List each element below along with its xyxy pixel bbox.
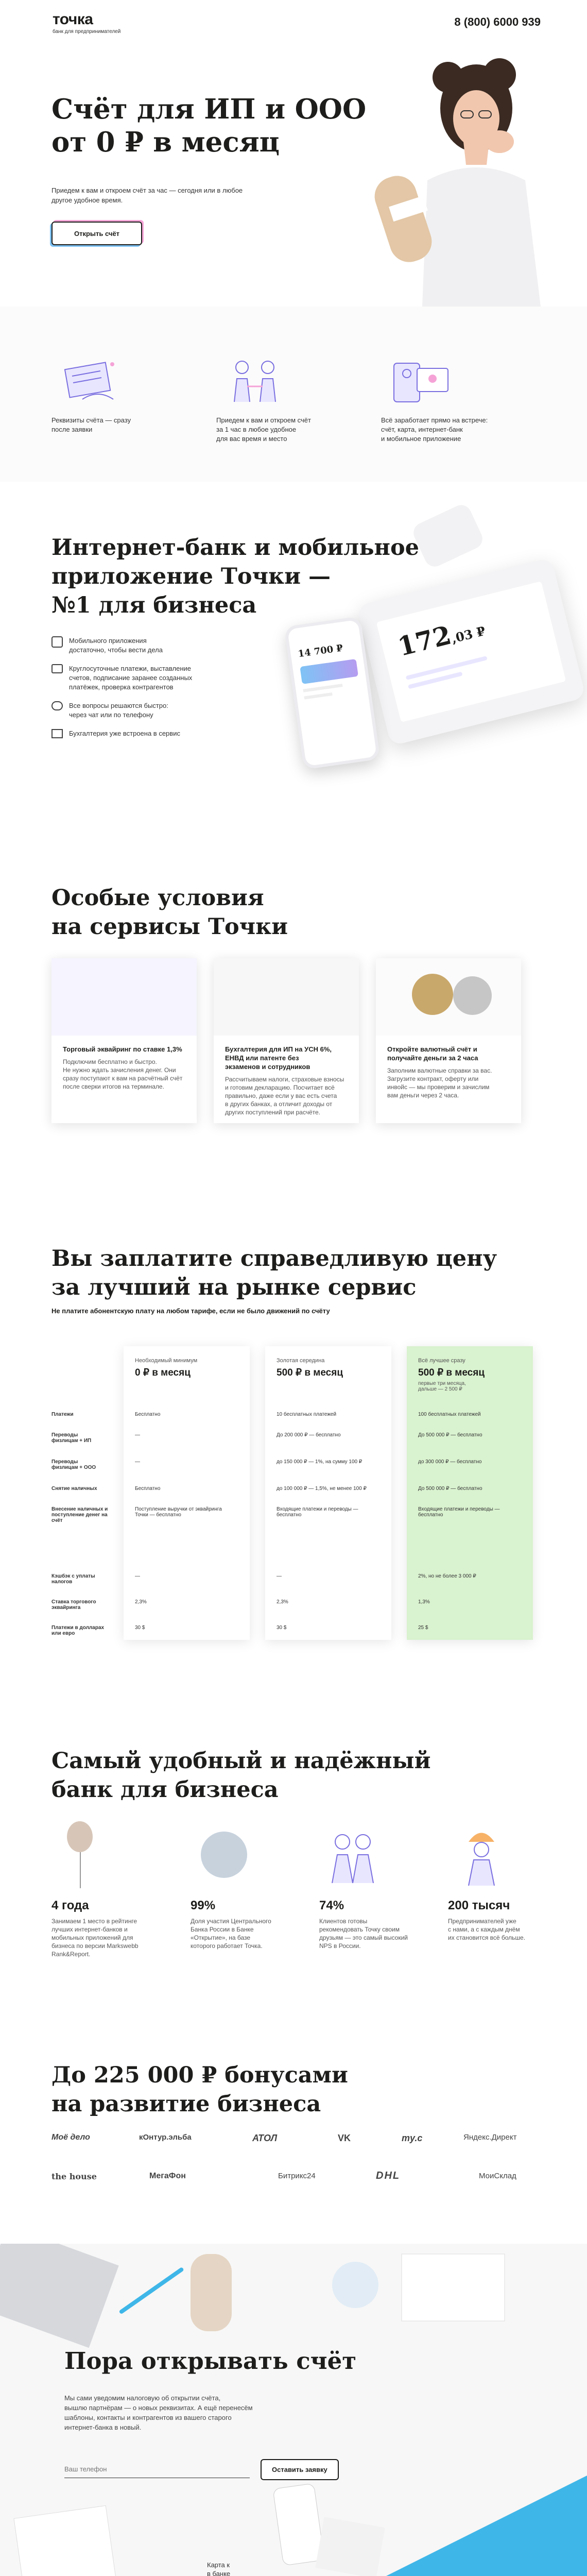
cell-value: до 300 000 ₽ — бесплатно	[418, 1459, 482, 1465]
stat-text: Доля участия Центрального	[191, 1918, 271, 1925]
feature-1-line2: после заявки	[51, 426, 93, 433]
hero-open-account-button[interactable]	[51, 222, 142, 245]
stat-text: Занимаем 1 место в рейтинге	[51, 1918, 137, 1925]
feature-item	[381, 353, 536, 444]
cell-value: 2,3%	[277, 1599, 288, 1605]
service-card-text: Не нужно ждать зачисления денег. Они	[63, 1066, 176, 1074]
feature-3-line2: счёт, карта, интернет-банк	[381, 426, 463, 433]
cell-value: до 100 000 ₽ — 1,5%, не менее 100 ₽	[277, 1486, 367, 1492]
cell-value: Поступление выручки от эквайринга Точки — бесплатно	[135, 1506, 222, 1518]
cell-value: 100 бесплатных платежей	[418, 1412, 481, 1417]
hero-title-line1: Счёт для ИП и ООО	[51, 93, 367, 125]
service-card-text: других поступлений при расчёте.	[225, 1109, 321, 1116]
service-card-text: сразу поступают к вам на расчётный счёт	[63, 1075, 183, 1082]
header-phone[interactable]: 8 (800) 6000 939	[454, 15, 541, 28]
cell-value: 30 $	[277, 1625, 287, 1631]
apply-text-line2: вышлю партнёрам — о новых реквизитах. А ещё перенесём	[64, 2404, 253, 2412]
app-item-3-line2: через чат или по телефону	[69, 711, 153, 719]
app-item-3-line1: Все вопросы решаются быстро:	[69, 702, 168, 709]
hero-title	[51, 93, 366, 159]
vault-illustration	[191, 1821, 257, 1893]
table-row	[51, 1486, 533, 1506]
worker-icon	[448, 1821, 515, 1893]
tariff-header-minimum[interactable]	[135, 1358, 243, 1379]
tariff-note: первые три месяца,	[418, 1381, 466, 1386]
cell-value: Входящие платежи и переводы — бесплатно	[277, 1506, 358, 1518]
stat-item	[448, 1821, 561, 1942]
service-card-text: правильно, даже если у вас есть счета	[225, 1092, 337, 1099]
tariff-note: дальше — 2 500 ₽	[418, 1386, 462, 1392]
table-row	[51, 1459, 533, 1486]
app-title-line2: приложение Точки —	[51, 564, 331, 589]
app-item-1-line2: достаточно, чтобы вести дела	[69, 646, 163, 654]
hero-subtitle-line2: другое удобное время.	[51, 196, 123, 204]
phone-balance: 14 700 ₽	[297, 642, 344, 660]
mobile-icon	[51, 636, 63, 648]
services-title-line1: Особые условия	[51, 885, 264, 911]
service-card-text: Загрузите контракт, оферту или	[387, 1075, 479, 1082]
coin-icon	[412, 974, 453, 1015]
app-features-list	[51, 636, 237, 738]
stat-value: 99%	[191, 1899, 216, 1912]
partner-logo: Моё дело	[51, 2133, 90, 2142]
tariffs-table	[51, 1412, 533, 1651]
cell-value: —	[135, 1432, 140, 1438]
partner-logo: the house	[51, 2172, 97, 2181]
accounting-icon	[51, 729, 63, 738]
list-item	[51, 636, 237, 655]
apply-section	[0, 2244, 587, 2576]
service-card-accounting[interactable]	[214, 958, 359, 1123]
devices-mockup	[294, 513, 582, 791]
cell-value: Бесплатно	[135, 1412, 161, 1417]
submit-application-button[interactable]: Оставить заявку	[261, 2459, 339, 2480]
stat-text: их становится всё больше.	[448, 1934, 526, 1941]
service-card-text: вам деньги через 2 часа.	[387, 1092, 459, 1099]
feature-3-line3: и мобильное приложение	[381, 435, 461, 443]
meeting-icon	[216, 353, 294, 410]
logo-text: точка	[53, 11, 93, 28]
service-card-currency[interactable]	[376, 958, 521, 1123]
tariff-header-best[interactable]	[418, 1358, 526, 1392]
cell-value: —	[135, 1459, 140, 1465]
cell-value: До 500 000 ₽ — бесплатно	[418, 1486, 482, 1492]
partner-logo: Яндекс.Директ	[463, 2133, 517, 2142]
balloons-illustration	[51, 1821, 118, 1893]
reliable-title	[51, 1747, 431, 1804]
partner-logo: Битрикс24	[278, 2172, 316, 2180]
partner-logo: VK	[338, 2133, 351, 2143]
bonuses-title-line2: на развитие бизнеса	[51, 2091, 321, 2117]
cell-value: 2,3%	[135, 1599, 147, 1605]
apply-text-line4: интернет-банка в новый.	[64, 2424, 142, 2431]
service-card-text: Подключим бесплатно и быстро.	[63, 1058, 157, 1065]
logo[interactable]	[53, 11, 120, 35]
service-card-title: экзаменов и сотрудников	[225, 1063, 310, 1071]
row-label: Снятие наличных	[51, 1486, 97, 1492]
service-card-title: Откройте валютный счёт и	[387, 1045, 477, 1053]
bonuses-title	[51, 2061, 348, 2119]
service-card-acquiring[interactable]	[51, 958, 197, 1123]
tariff-header-gold[interactable]	[277, 1358, 385, 1379]
stat-text: бизнеса по версии Markswebb	[51, 1942, 139, 1950]
feature-item	[216, 353, 350, 444]
cell-value: 10 бесплатных платежей	[277, 1412, 337, 1417]
service-card-text: инвойс — мы проверим и зачислим	[387, 1083, 490, 1091]
service-card-text: и готовим декларацию. Посчитает всё	[225, 1084, 335, 1091]
tariff-price: 0 ₽ в месяц	[135, 1367, 191, 1378]
feature-2-line3: для вас время и место	[216, 435, 287, 443]
service-card-title: Бухгалтерия для ИП на УСН 6%, ЕНВД или патенте без	[225, 1045, 332, 1062]
documents-icon	[51, 353, 129, 410]
service-card-text: после сверки итогов на терминале.	[63, 1083, 164, 1090]
stat-item	[51, 1821, 165, 1958]
list-item	[51, 664, 237, 692]
cell-value: Входящие платежи и переводы — бесплатно	[418, 1506, 500, 1518]
app-item-2-line3: платёжек, проверка контрагентов	[69, 683, 174, 691]
row-label: Платежи в долларах или евро	[51, 1625, 105, 1636]
chat-icon	[51, 701, 63, 710]
service-card-title: Торговый эквайринг по ставке 1,3%	[63, 1045, 182, 1053]
cell-value: Бесплатно	[135, 1486, 161, 1492]
partner-logo: my.c	[402, 2133, 423, 2143]
hero-section	[0, 46, 587, 307]
bonuses-section	[0, 2017, 587, 2244]
bonuses-title-line1: До 225 000 ₽ бонусами	[51, 2062, 348, 2088]
app-item-4-line1: Бухгалтерия уже встроена в сервис	[69, 730, 180, 737]
hero-subtitle-line1: Приедем к вам и откроем счёт за час — сегодня или в любое	[51, 187, 243, 194]
tablet-mockup	[356, 557, 586, 746]
tariff-price: 500 ₽ в месяц	[277, 1367, 343, 1378]
stat-text: Банка России в Банке	[191, 1926, 254, 1933]
app-title-line3: №1 для бизнеса	[51, 592, 257, 618]
app-title-line1: Интернет-банк и мобильное	[51, 535, 420, 561]
stat-text: с нами, а с каждым днём	[448, 1926, 520, 1933]
services-title	[51, 884, 288, 941]
cell-value: До 200 000 ₽ — бесплатно	[277, 1432, 341, 1438]
service-card-text: в других банках, а отличит доходы от	[225, 1100, 333, 1108]
feature-2-line1: Приедем к вам и откроем счёт	[216, 416, 311, 424]
devices-icon	[381, 353, 458, 410]
cell-value: до 150 000 ₽ — 1%, на сумму 100 ₽	[277, 1459, 362, 1465]
row-label: Переводы физлицам + ООО	[51, 1459, 96, 1470]
row-label: Платежи	[51, 1412, 74, 1417]
app-item-2-line2: счетов, подписание заранее созданных	[69, 674, 193, 682]
feature-2-line2: за 1 час в любое удобное	[216, 426, 297, 433]
stat-text: друзьям — это самый высокий	[319, 1934, 408, 1941]
tariffs-subtitle: Не платите абонентскую плату на любом тарифе, если не было движений по счёту	[51, 1307, 330, 1315]
cell-value: 1,3%	[418, 1599, 430, 1605]
cell-value: До 500 000 ₽ — бесплатно	[418, 1432, 482, 1438]
stat-text: Rank&Report.	[51, 1951, 91, 1958]
apply-title: Пора открывать счёт	[64, 2347, 357, 2375]
tariffs-title-line2: за лучший на рынке сервис	[51, 1275, 417, 1300]
phone-input[interactable]	[64, 2460, 250, 2478]
stat-value: 74%	[319, 1899, 344, 1912]
stat-text: мобильных приложений для	[51, 1934, 133, 1941]
smartwatch	[410, 502, 486, 570]
logo-tagline: банк для предпринимателей	[53, 29, 121, 35]
cell-value: —	[277, 1573, 282, 1579]
acquiring-illustration	[51, 958, 197, 1036]
tariff-label: Необходимый минимум	[135, 1358, 198, 1364]
card-label-line2: в банке	[207, 2570, 231, 2576]
reliable-section	[0, 1723, 587, 2017]
row-label: Переводы физлицам + ИП	[51, 1432, 92, 1444]
stat-text: Клиентов готовы	[319, 1918, 368, 1925]
app-section	[0, 482, 587, 811]
accounting-illustration	[214, 958, 359, 1036]
payments-icon	[51, 664, 63, 673]
cell-value: 2%, но не более 3 000 ₽	[418, 1573, 476, 1579]
row-label: Внесение наличных и поступление денег на счёт	[51, 1506, 108, 1523]
cell-value: 30 $	[135, 1625, 145, 1631]
stat-item	[191, 1821, 304, 1950]
header	[0, 0, 587, 46]
app-item-1-line1: Мобильного приложения	[69, 637, 147, 645]
card-label	[207, 2561, 230, 2576]
service-card-text: Рассчитываем налоги, страховые взносы	[225, 1076, 344, 1083]
tariffs-section	[0, 1208, 587, 1723]
stat-item	[319, 1821, 433, 1950]
partner-logo: кОнтур.эльба	[139, 2133, 192, 2142]
features-section	[0, 307, 587, 482]
table-row	[51, 1432, 533, 1459]
tablet-balance: 172	[394, 619, 455, 663]
feature-1-line1: Реквизиты счёта — сразу	[51, 416, 131, 424]
reliable-title-line1: Самый удобный и надёжный	[51, 1748, 431, 1774]
partner-logo: МегаФон	[149, 2172, 186, 2180]
list-item	[51, 729, 237, 738]
hero-photo	[350, 46, 587, 307]
feature-item	[51, 353, 185, 434]
tariff-label: Золотая середина	[277, 1358, 325, 1364]
stat-value: 200 тысяч	[448, 1899, 510, 1912]
apply-text-line3: шаблоны, контакты и контрагентов из вашего старого	[64, 2414, 232, 2421]
table-row	[51, 1412, 533, 1432]
hero-title-line2: от 0 ₽ в месяц	[51, 126, 280, 158]
people-icon	[319, 1821, 386, 1893]
row-label: Кэшбэк с уплаты налогов	[51, 1573, 95, 1585]
stat-value: 4 года	[51, 1899, 89, 1912]
services-section	[0, 811, 587, 1208]
apply-text-line1: Мы сами уведомим налоговую об открытии счёта,	[64, 2394, 221, 2402]
stat-text: Предпринимателей уже	[448, 1918, 516, 1925]
table-row	[51, 1506, 533, 1573]
partner-logo: МоиСклад	[479, 2172, 516, 2180]
tariff-label: Всё лучшее сразу	[418, 1358, 465, 1364]
coins-illustration	[376, 958, 521, 1036]
service-card-text: Заполним валютные справки за вас.	[387, 1067, 492, 1074]
tablet-balance-cents: ,03 ₽	[450, 623, 487, 646]
hero-subtitle	[51, 185, 243, 205]
cell-value: 25 $	[418, 1625, 428, 1631]
partner-logo: DHL	[376, 2170, 401, 2181]
stat-text: NPS в России.	[319, 1942, 361, 1950]
feature-3-line1: Всё заработает прямо на встрече:	[381, 416, 488, 424]
stat-text: «Открытие», на базе	[191, 1934, 251, 1941]
hero-button-label: Открыть счёт	[74, 229, 120, 238]
coin-icon	[453, 976, 492, 1015]
card-label-line1: Карта к	[207, 2561, 230, 2569]
partner-logo: АТОЛ	[252, 2133, 278, 2143]
cell-value: —	[135, 1573, 140, 1579]
tariff-price: 500 ₽ в месяц	[418, 1367, 485, 1378]
app-item-2-line1: Круглосуточные платежи, выставление	[69, 665, 191, 672]
apply-text	[64, 2393, 253, 2432]
tariffs-title	[51, 1244, 497, 1302]
service-card-title: получайте деньги за 2 часа	[387, 1054, 478, 1062]
phone-input-wrapper	[64, 2460, 250, 2478]
stat-text: рекомендовать Точку своим	[319, 1926, 400, 1933]
table-row	[51, 1625, 533, 1651]
row-label: Ставка торгового эквайринга	[51, 1599, 96, 1611]
list-item	[51, 701, 237, 720]
table-row	[51, 1573, 533, 1599]
services-title-line2: на сервисы Точки	[51, 914, 288, 940]
stat-text: которого работает Точка.	[191, 1942, 263, 1950]
tariffs-title-line1: Вы заплатите справедливую цену	[51, 1246, 497, 1272]
table-row	[51, 1599, 533, 1625]
stat-text: лучших интернет-банков и	[51, 1926, 128, 1933]
reliable-title-line2: банк для бизнеса	[51, 1777, 279, 1803]
